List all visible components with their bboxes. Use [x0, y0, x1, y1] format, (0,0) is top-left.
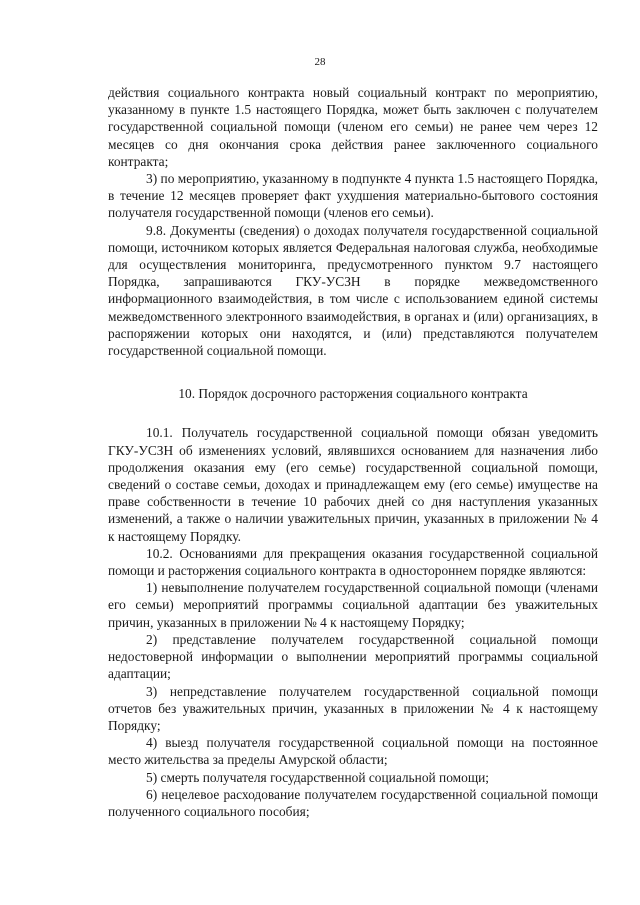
- page-number: 28: [314, 56, 326, 68]
- list-item: 3) непредставление получателем государственной социальной помощи отчетов без уважительных причин, указанных в приложении № 4 к настоящему Порядку;: [108, 683, 598, 733]
- document-body: [108, 84, 598, 820]
- paragraph: 10.1. Получатель государственной социальной помощи обязан уведомить ГКУ-УСЗН об изменениях условий, являвшихся основанием для назначения либо продолжения оказания ему (его семье) государственной социальной помощи, сведений о составе семьи, доходах и принадлежащем ему (его семье) имуществе на праве собственности в течение 10 рабочих дней со дня наступления указанных изменений, а также о наличии уважительных причин, указанных в приложении № 4 к настоящему Порядку.: [108, 425, 598, 544]
- paragraph: 3) по мероприятию, указанному в подпункте 4 пункта 1.5 настоящего Порядка, в течение 12 месяцев проверяет факт ухудшения материально-бытового состояния получателя государственной помощи (членов его семьи).: [108, 171, 598, 221]
- list-item: 4) выезд получателя государственной социальной помощи на постоянное место жительства за пределы Амурской области;: [108, 735, 598, 768]
- section-heading: 10. Порядок досрочного расторжения социального контракта: [178, 386, 528, 402]
- list-item: 5) смерть получателя государственной социальной помощи;: [146, 769, 490, 785]
- paragraph: действия социального контракта новый социальный контракт по мероприятию, указанному в пункте 1.5 настоящего Порядка, может быть заключен с получателем государственной социальной помощи (членом его семьи) не ранее чем через 12 месяцев со дня окончания срока действия ранее заключенного социального контракта;: [108, 85, 598, 169]
- list-item: 2) представление получателем государственной социальной помощи недостоверной информации о выполнении мероприятий программы социальной адаптации;: [108, 631, 598, 682]
- list-item: 1) невыполнение получателем государственной социальной помощи (членами его семьи) мероприятий программы социальной адаптации без уважительных причин, указанных в приложении № 4 к настоящему Порядку;: [108, 580, 598, 630]
- list-item: 6) нецелевое расходование получателем государственной социальной помощи полученного социального пособия;: [108, 786, 598, 819]
- paragraph: 9.8. Документы (сведения) о доходах получателя государственной социальной помощи, источником которых является Федеральная налоговая служба, необходимые для осуществления мониторинга, предусмотренного пунктом 9.7 настоящего Порядка, запрашиваются ГКУ-УСЗН в порядке межведомственного информационного взаимодействия, в том числе с использованием единой системы межведомственного электронного взаимодействия, в органах и (или) организациях, в распоряжении которых они находятся, и (или) представляются получателем государственной социальной помощи.: [108, 222, 598, 359]
- paragraph: 10.2. Основаниями для прекращения оказания государственной социальной помощи и расторжения социального контракта в одностороннем порядке являются:: [108, 545, 598, 579]
